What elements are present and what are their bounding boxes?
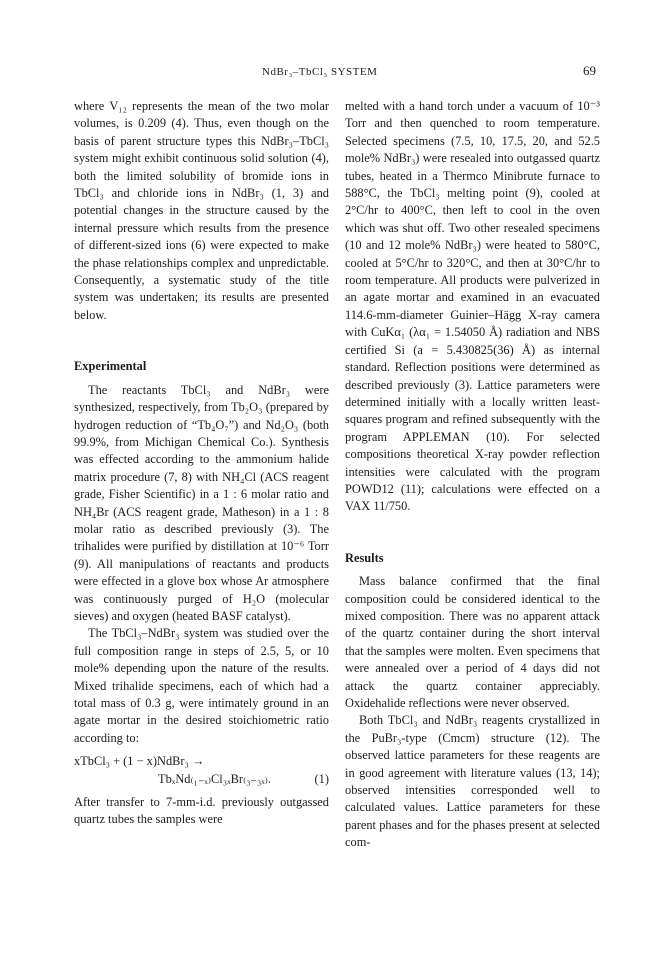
experimental-heading: Experimental <box>74 359 147 374</box>
melted-paragraph: melted with a hand torch under a vacuum of 10⁻³ Torr and then quenched to room temperature. Selected specimens (7.5, 10, 17.5, 20, and 52.5 mole% NdBr₃) were resealed into outgassed quartz tubes, heated in a Thermco Minibrute furnace to 588°C, the TbCl₃ melting point (9), cooled at 2°C/hr to 400°C, then left to cool in the oven which was shut off. Two other resealed specimens (10 and 12 mole% NdBr₃) were heated to 580°C, cooled at 5°C/hr to 320°C, and then at 30°C/hr to room temperature. All products were pulverized in an agate mortar and examined in an evacuated 114.6-mm-diameter Guinier–Hägg X-ray camera with CuKα₁ (λα₁ = 1.54050 Å) radiation and NBS certified Si (a = 5.430825(36) Å) as internal standard. Reflection positions were determined as described previously (3). Lattice parameters were determined initially with a locally written least-squares program and refined subsequently with the program APPLEMAN (10). For selected compositions theoretical X-ray powder reflection intensities were calculated with the program POWD12 (11); calculations were effected on a VAX 11/750. <box>345 99 600 514</box>
equation-block <box>74 753 329 788</box>
equation-number: (1) <box>314 771 329 786</box>
right-column <box>345 98 600 852</box>
equation-line-1: xTbCl₃ + (1 − x)NdBr₃ → <box>74 754 205 769</box>
equation-line-2 <box>74 771 329 788</box>
page-number: 69 <box>583 63 596 78</box>
reagents-paragraph: Both TbCl₃ and NdBr₃ reagents crystallized in the PuBr₃-type (Cmcm) structure (12). The observed lattice parameters for these reagents are in good agreement with literature values (13, 14); observed intensities corresponded well to calculated values. Lattice parameters for these parent phases and for the phases present at selected com- <box>345 713 600 850</box>
after-equation-paragraph: After transfer to 7-mm-i.d. previously outgassed quartz tubes the samples were <box>74 795 329 827</box>
equation-product: TbₓNd₍₁₋ₓ₎Cl₃ₓBr₍₃₋₃ₓ₎. <box>158 771 272 786</box>
results-heading: Results <box>345 550 384 565</box>
system-paragraph: The TbCl₃–NdBr₃ system was studied over the full composition range in steps of 2.5, 5, or 10 mole% depending upon the nature of the results. Mixed trihalide specimens, each of which had a total mass of 0.3 g, were intimately ground in an agate mortar in the desired stoichiometric ratio according to: <box>74 626 329 745</box>
mass-balance-paragraph: Mass balance confirmed that the final composition could be considered identical to the mixed composition. There was no apparent attack of the quartz container during the short interval that the samples were molten. Even specimens that were annealed over a period of 4 days did not attack the quartz container appreciably. Oxidehalide reflections were never observed. <box>345 574 600 710</box>
left-column <box>74 98 329 829</box>
reactants-paragraph: The reactants TbCl₃ and NdBr₃ were synthesized, respectively, from Tb₂O₃ (prepared by hydrogen reduction of “Tb₄O₇”) and Nd₂O₃ (both 99.9%, from Michigan Chemical Co.). Synthesis was effected according to the ammonium halide matrix procedure (7, 8) with NH₄Cl (ACS reagent grade, Fisher Scientific) in a 1 : 6 molar ratio and NH₄Br (ACS reagent grade, Matheson) in a 1 : 8 molar ratio as described previously (3). The trihalides were purified by distillation at 10⁻⁶ Torr (9). All manipulations of reactants and products were effected in a glove box whose Ar atmosphere was continuously purged of H₂O (molecular sieves) and oxygen (heated BASF catalyst). <box>74 382 329 623</box>
intro-paragraph: where V₁₂ represents the mean of the two molar volumes, is 0.209 (4). Thus, even though on the basis of parent structure types this NdBr₃–TbCl₃ system might exhibit continuous solid solution (4), both the limited solubility of bromide ions in TbCl₃ and chloride ions in NdBr₃ (1, 3) and potential changes in the structure caused by the internal pressure which results from the presence of different-sized ions (6) were expected to make the phase relationships complex and unpredictable. Consequently, a systematic study of the title system was undertaken; its results are presented below. <box>74 99 329 322</box>
running-title: NdBr₃–TbCl₃ SYSTEM <box>262 66 378 78</box>
